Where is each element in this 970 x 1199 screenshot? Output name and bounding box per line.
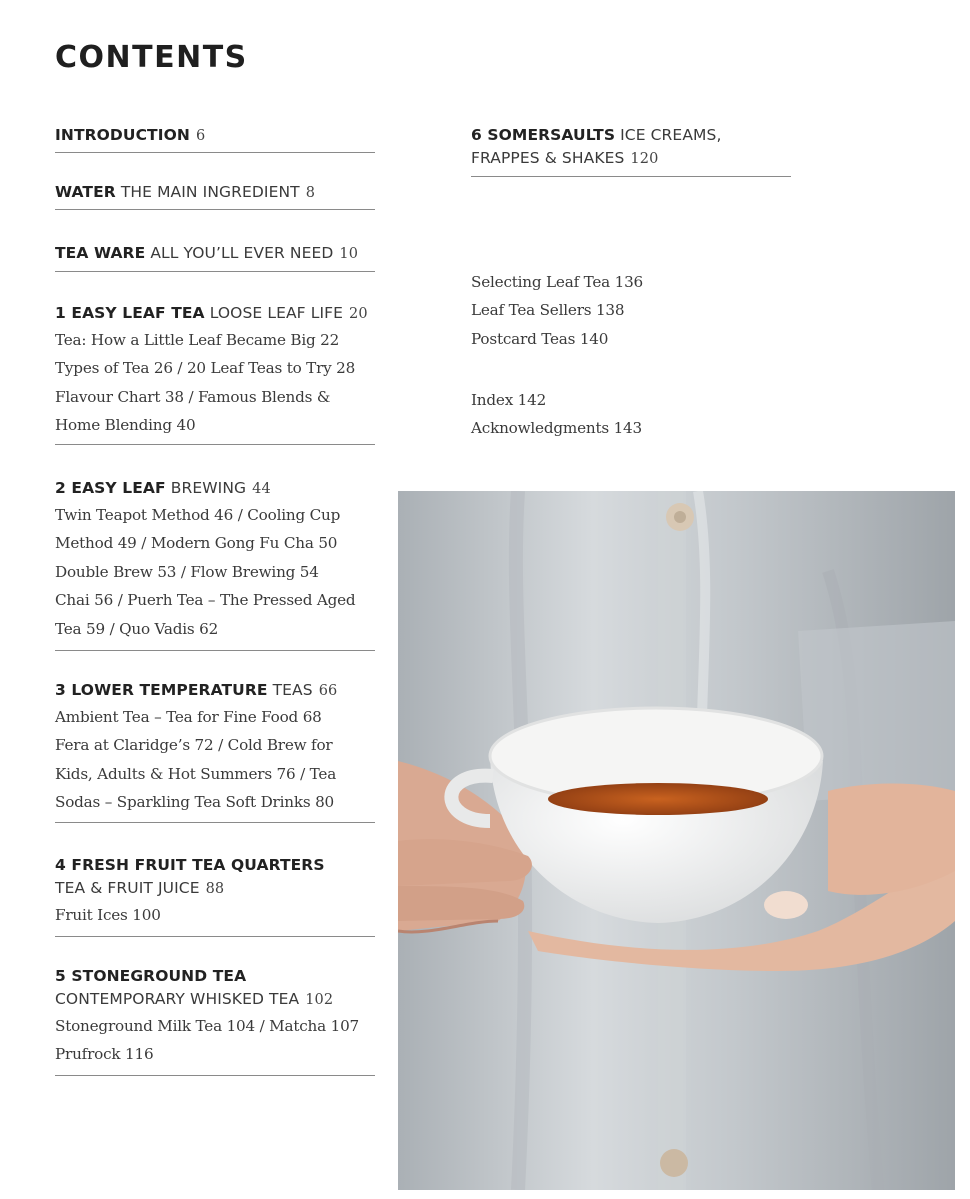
entry-page: 120	[630, 151, 659, 167]
entry-title: 3 LOWER TEMPERATURE	[55, 681, 268, 699]
toc-entry-chapter-6[interactable]	[471, 124, 791, 177]
entry-title: INTRODUCTION	[55, 126, 190, 144]
tea-cup-photo	[398, 491, 955, 1190]
toc-entry-chapter-2[interactable]	[55, 477, 375, 651]
entry-line: Kids, Adults & Hot Summers 76 / Tea	[55, 764, 337, 783]
toc-extra-list-1	[471, 268, 791, 353]
entry-line: Fruit Ices 100	[55, 906, 161, 924]
entry-line: Chai 56 / Puerh Tea – The Pressed Aged	[55, 591, 356, 610]
entry-line: Tea: How a Little Leaf Became Big 22	[55, 331, 340, 349]
entry-line: Flavour Chart 38 / Famous Blends &	[55, 387, 331, 406]
page-title: CONTENTS	[55, 40, 248, 75]
entry-title: TEA WARE	[55, 244, 146, 262]
entry-subtitle: LOOSE LEAF LIFE	[209, 304, 344, 322]
list-item[interactable]: Acknowledgments 143	[471, 419, 642, 438]
toc-entry-chapter-5[interactable]	[55, 965, 375, 1076]
entry-line: Method 49 / Modern Gong Fu Cha 50	[55, 534, 338, 553]
entry-line: Prufrock 116	[55, 1045, 154, 1064]
entry-line: Double Brew 53 / Flow Brewing 54	[55, 562, 319, 581]
list-item[interactable]: Index 142	[471, 391, 547, 409]
entry-title: 6 SOMERSAULTS	[471, 126, 616, 144]
entry-line: Home Blending 40	[55, 416, 196, 435]
entry-title: WATER	[55, 183, 116, 201]
entry-page: 8	[305, 185, 316, 201]
entry-line: Stoneground Milk Tea 104 / Matcha 107	[55, 1017, 360, 1035]
entry-subtitle: TEAS	[272, 681, 313, 699]
entry-subtitle-2: FRAPPES & SHAKES	[471, 149, 625, 167]
list-item[interactable]: Leaf Tea Sellers 138	[471, 301, 625, 320]
entry-line: Sodas – Sparkling Tea Soft Drinks 80	[55, 793, 335, 812]
entry-page: 102	[305, 992, 334, 1008]
entry-page: 44	[252, 481, 271, 497]
toc-extra-list-2	[471, 386, 791, 443]
entry-page: 66	[318, 683, 338, 699]
entry-subtitle: CONTEMPORARY WHISKED TEA	[55, 990, 300, 1008]
entry-page: 20	[349, 306, 368, 322]
entry-title: 5 STONEGROUND TEA	[55, 967, 247, 985]
list-item[interactable]: Selecting Leaf Tea 136	[471, 273, 644, 291]
entry-page: 88	[205, 881, 225, 897]
toc-entry-introduction[interactable]	[55, 124, 375, 153]
toc-entry-water[interactable]	[55, 181, 375, 210]
entry-page: 6	[195, 128, 206, 144]
toc-entry-chapter-3[interactable]	[55, 679, 375, 823]
entry-title: 4 FRESH FRUIT TEA QUARTERS	[55, 856, 325, 874]
list-item[interactable]: Postcard Teas 140	[471, 329, 609, 348]
entry-subtitle: ICE CREAMS,	[620, 126, 722, 144]
toc-entry-chapter-1[interactable]	[55, 302, 375, 445]
entry-line: Types of Tea 26 / 20 Leaf Teas to Try 28	[55, 359, 356, 378]
entry-line: Twin Teapot Method 46 / Cooling Cup	[55, 506, 341, 524]
entry-line: Ambient Tea – Tea for Fine Food 68	[55, 708, 322, 726]
toc-entry-chapter-4[interactable]	[55, 854, 375, 937]
toc-entry-tea-ware[interactable]	[55, 242, 375, 272]
entry-title: 1 EASY LEAF TEA	[55, 304, 205, 322]
entry-subtitle: ALL YOU’LL EVER NEED	[150, 244, 334, 262]
entry-line: Fera at Claridge’s 72 / Cold Brew for	[55, 736, 333, 755]
entry-page: 10	[339, 246, 359, 262]
entry-subtitle: BREWING	[170, 479, 247, 497]
entry-subtitle: THE MAIN INGREDIENT	[120, 183, 300, 201]
entry-line: Tea 59 / Quo Vadis 62	[55, 619, 219, 638]
entry-subtitle: TEA & FRUIT JUICE	[55, 879, 200, 897]
entry-title: 2 EASY LEAF	[55, 479, 166, 497]
